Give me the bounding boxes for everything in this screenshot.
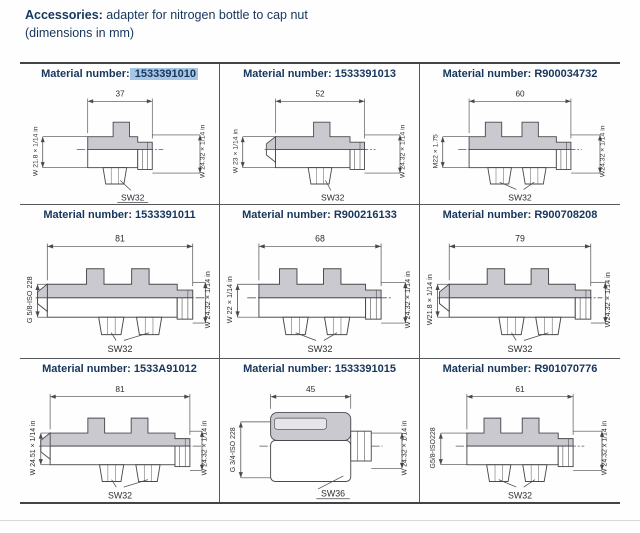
material-number-label: Material number:	[442, 68, 532, 80]
technical-drawing	[22, 84, 218, 204]
drawing-area	[420, 84, 620, 204]
wrench-size-label: SW32	[320, 192, 344, 203]
right-thread-label: W 24.32 × 1/14 in	[402, 270, 412, 328]
material-number-value: R900708208	[531, 209, 598, 221]
wrench-size-label: SW32	[107, 490, 132, 501]
right-thread-label: W 24.32 x 1/14 in	[601, 420, 609, 476]
technical-drawing	[22, 228, 218, 356]
left-thread-label: W 23 × 1/14 in	[231, 129, 239, 174]
material-number-row	[420, 205, 620, 225]
adapter-cell-6	[420, 205, 620, 359]
length-dimension-label: 52	[314, 89, 325, 99]
drawing-area	[220, 84, 419, 204]
technical-drawing	[22, 379, 218, 502]
technical-drawing	[422, 228, 618, 356]
right-thread-label: W 24.32 × 1/14 in	[399, 124, 407, 179]
drawing-area	[420, 225, 620, 358]
drawing-area	[20, 84, 219, 204]
material-number-row	[220, 205, 419, 225]
left-thread-label: G 3/4-ISO 228	[229, 427, 237, 473]
length-dimension-label: 81	[114, 233, 125, 244]
right-thread-label: W 24.32 × 1/14 in	[199, 124, 207, 179]
title-text: adapter for nitrogen bottle to cap nut	[102, 8, 308, 22]
right-thread-label: W 24.32 × 1/14 in	[401, 420, 409, 476]
material-number-label: Material number:	[442, 209, 532, 221]
adapter-cell-3	[420, 64, 620, 205]
right-thread-label: W24.32 × 1/14 in	[603, 271, 613, 327]
page-title	[25, 7, 308, 42]
page-bottom-edge	[0, 520, 640, 521]
title-accessories-label: Accessories:	[25, 8, 103, 22]
material-number-row	[420, 64, 620, 84]
technical-drawing	[422, 84, 618, 204]
material-number-label: Material number:	[243, 363, 332, 375]
adapter-cell-8	[220, 359, 420, 502]
drawing-area	[220, 225, 419, 358]
drawing-area	[20, 225, 219, 358]
left-thread-label: W 24.51 × 1/14 in	[29, 420, 37, 476]
material-number-row	[420, 359, 620, 379]
material-number-row	[220, 64, 419, 84]
left-thread-label: M22 × 1.75	[432, 134, 440, 169]
left-thread-label: G 5/8-ISO 228	[24, 275, 34, 323]
drawing-area	[420, 379, 620, 502]
length-dimension-label: 68	[314, 233, 325, 244]
wrench-size-label: SW32	[106, 343, 133, 354]
material-number-label: Material number:	[243, 68, 332, 80]
wrench-size-label: SW32	[306, 343, 333, 354]
drawing-area	[220, 379, 419, 502]
left-thread-label: W21.8 × 1/14 in	[424, 273, 434, 325]
technical-drawing	[422, 379, 618, 502]
length-dimension-label: 81	[114, 384, 125, 395]
adapter-cell-5	[220, 205, 420, 359]
length-dimension-label: 79	[515, 233, 525, 244]
material-number-value: R901070776	[531, 363, 598, 375]
material-number-row	[20, 205, 219, 225]
material-number-value: 1533A91012	[130, 363, 197, 375]
adapter-cell-1	[20, 64, 220, 205]
adapter-cell-7	[20, 359, 220, 502]
material-number-value: 1533391015	[331, 363, 396, 375]
left-thread-label: W 21.8 × 1/14 in	[31, 126, 39, 177]
adapter-cell-9	[420, 359, 620, 502]
material-number-label: Material number:	[41, 68, 130, 80]
length-dimension-label: 60	[515, 89, 525, 99]
wrench-size-label: SW36	[320, 488, 345, 499]
wrench-size-label: SW32	[508, 192, 532, 203]
wrench-size-label: SW32	[507, 343, 533, 354]
technical-drawing	[222, 379, 418, 502]
material-number-row	[20, 64, 219, 84]
material-number-label: Material number:	[43, 209, 132, 221]
material-number-label: Material number:	[442, 363, 532, 375]
material-number-row	[220, 359, 419, 379]
right-thread-label: W24.32 × 1/14 in	[599, 125, 607, 178]
adapter-cell-4	[20, 205, 220, 359]
left-thread-label: G5/8-ISO228	[430, 427, 438, 469]
technical-drawing	[222, 228, 418, 356]
technical-drawing	[222, 84, 418, 204]
length-dimension-label: 37	[114, 89, 125, 99]
length-dimension-label: 61	[515, 384, 525, 395]
material-number-label: Material number:	[42, 363, 131, 375]
material-number-value: R900216133	[330, 209, 397, 221]
drawing-area	[20, 379, 219, 502]
wrench-size-label: SW32	[507, 490, 533, 501]
material-number-value: 1533391013	[331, 68, 396, 80]
left-thread-label: W 22 × 1/14 in	[224, 275, 234, 323]
material-number-label: Material number:	[242, 209, 331, 221]
adapter-cell-2	[220, 64, 420, 205]
adapter-table	[20, 62, 620, 504]
material-number-row	[20, 359, 219, 379]
material-number-value: 1533391011	[132, 209, 196, 221]
wrench-size-label: SW32	[120, 192, 144, 203]
material-number-value: 1533391010	[131, 68, 196, 80]
length-dimension-label: 45	[305, 384, 315, 395]
right-thread-label: W 24.32 × 1/14 in	[201, 420, 209, 476]
material-number-value: R900034732	[531, 68, 598, 80]
title-dimensions-note: (dimensions in mm)	[25, 25, 135, 40]
right-thread-label: W 24.32 × 1/14 in	[202, 270, 212, 328]
